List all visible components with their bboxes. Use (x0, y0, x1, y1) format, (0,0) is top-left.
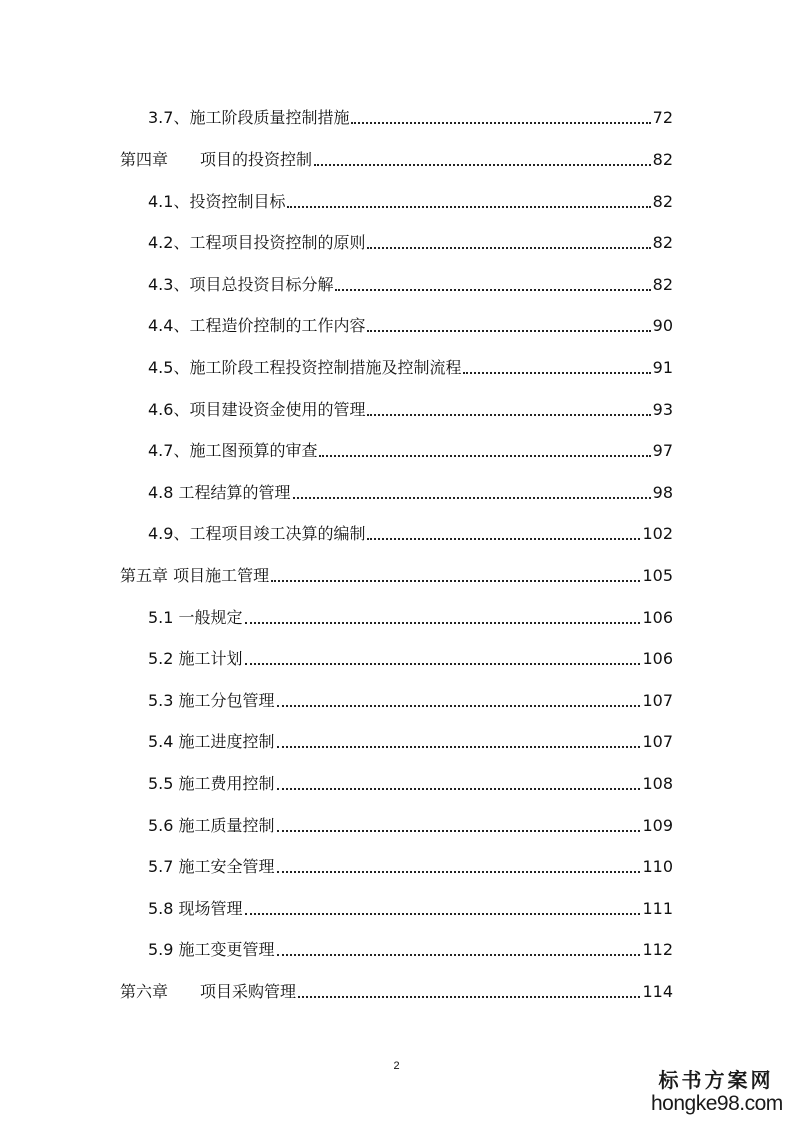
toc-entry-label: 5.7 施工安全管理 (148, 857, 275, 876)
toc-entry-page: 91 (652, 358, 673, 377)
toc-leader-dots (277, 691, 641, 711)
toc-entry[interactable] (148, 895, 673, 919)
toc-chapter-entry[interactable] (120, 978, 673, 1002)
toc-entry-page: 90 (652, 316, 673, 335)
toc-leader-dots (298, 982, 640, 1002)
toc-leader-dots (367, 316, 650, 336)
toc-leader-dots (277, 774, 641, 794)
toc-entry-label: 4.8 工程结算的管理 (148, 483, 291, 502)
toc-entry-label: 5.1 一般规定 (148, 608, 243, 627)
toc-entry-page: 82 (652, 275, 673, 294)
toc-leader-dots (314, 150, 651, 170)
toc-leader-dots (367, 400, 650, 420)
toc-entry[interactable] (148, 396, 673, 420)
toc-entry-page: 108 (642, 774, 673, 793)
toc-leader-dots (277, 816, 641, 836)
toc-entry[interactable] (148, 936, 673, 960)
toc-entry-label: 4.6、项目建设资金使用的管理 (148, 400, 366, 419)
toc-entry[interactable] (148, 479, 673, 503)
toc-entry[interactable] (148, 188, 673, 212)
toc-leader-dots (245, 899, 641, 919)
toc-entry-page: 106 (642, 608, 673, 627)
toc-entry-page: 82 (652, 192, 673, 211)
toc-entry-page: 110 (642, 857, 673, 876)
toc-entry-label: 4.7、施工图预算的审查 (148, 441, 318, 460)
toc-leader-dots (335, 275, 650, 295)
toc-entry-page: 97 (652, 441, 673, 460)
toc-entry[interactable] (148, 520, 673, 544)
toc-entry[interactable] (148, 271, 673, 295)
toc-entry-label: 3.7、施工阶段质量控制措施 (148, 108, 350, 127)
toc-entry[interactable] (148, 437, 673, 461)
toc-entry-label: 4.5、施工阶段工程投资控制措施及控制流程 (148, 358, 462, 377)
watermark-logo (651, 1068, 781, 1116)
page-number: 2 (393, 1060, 400, 1072)
toc-entry[interactable] (148, 312, 673, 336)
toc-entry-label: 5.3 施工分包管理 (148, 691, 275, 710)
toc-leader-dots (277, 857, 641, 877)
toc-leader-dots (245, 608, 641, 628)
toc-entry-page: 109 (642, 816, 673, 835)
toc-entry-page: 93 (652, 400, 673, 419)
toc-entry[interactable] (148, 604, 673, 628)
toc-entry[interactable] (148, 229, 673, 253)
toc-entry-label: 4.1、投资控制目标 (148, 192, 286, 211)
toc-leader-dots (271, 566, 640, 586)
toc-entry-page: 106 (642, 649, 673, 668)
toc-leader-dots (367, 233, 650, 253)
toc-entry-label: 5.5 施工费用控制 (148, 774, 275, 793)
toc-entry-page: 105 (642, 566, 673, 585)
toc-entry-page: 112 (642, 940, 673, 959)
toc-entry-page: 107 (642, 691, 673, 710)
toc-entry-label: 4.3、项目总投资目标分解 (148, 275, 334, 294)
toc-entry-label: 第四章 项目的投资控制 (120, 150, 313, 169)
toc-leader-dots (245, 649, 641, 669)
toc-entry-label: 5.8 现场管理 (148, 899, 243, 918)
watermark-url: hongke98.com (651, 1092, 783, 1115)
toc-entry[interactable] (148, 728, 673, 752)
toc-entry[interactable] (148, 853, 673, 877)
toc-leader-dots (463, 358, 650, 378)
toc-entry-page: 82 (652, 233, 673, 252)
toc-entry-page: 98 (652, 483, 673, 502)
toc-leader-dots (319, 441, 650, 461)
toc-chapter-entry[interactable] (120, 146, 673, 170)
toc-entry-page: 82 (652, 150, 673, 169)
toc-entry-page: 107 (642, 732, 673, 751)
toc-entry[interactable] (148, 354, 673, 378)
toc-entry-label: 5.4 施工进度控制 (148, 732, 275, 751)
toc-entry-page: 102 (642, 524, 673, 543)
watermark-title: 标书方案网 (658, 1068, 774, 1092)
toc-entry[interactable] (148, 687, 673, 711)
toc-entry-page: 111 (642, 899, 673, 918)
toc-entry[interactable] (148, 645, 673, 669)
toc-entry-label: 5.2 施工计划 (148, 649, 243, 668)
toc-entry-page: 72 (652, 108, 673, 127)
toc-entry-label: 第六章 项目采购管理 (120, 982, 297, 1001)
toc-chapter-entry[interactable] (120, 562, 673, 586)
toc-entry-label: 4.4、工程造价控制的工作内容 (148, 316, 366, 335)
toc-entry[interactable] (148, 812, 673, 836)
toc-leader-dots (351, 108, 650, 128)
toc-leader-dots (277, 940, 641, 960)
toc-entry-page: 114 (642, 982, 673, 1001)
toc-entry-label: 5.6 施工质量控制 (148, 816, 275, 835)
toc-entry[interactable] (148, 770, 673, 794)
toc-entry-label: 4.2、工程项目投资控制的原则 (148, 233, 366, 252)
toc-leader-dots (293, 483, 651, 503)
toc-entry[interactable] (148, 104, 673, 128)
toc-leader-dots (277, 732, 641, 752)
toc-entry-label: 4.9、工程项目竣工决算的编制 (148, 524, 366, 543)
toc-leader-dots (287, 192, 650, 212)
toc-entry-label: 第五章 项目施工管理 (120, 566, 270, 585)
toc-entry-label: 5.9 施工变更管理 (148, 940, 275, 959)
toc-leader-dots (367, 524, 640, 544)
